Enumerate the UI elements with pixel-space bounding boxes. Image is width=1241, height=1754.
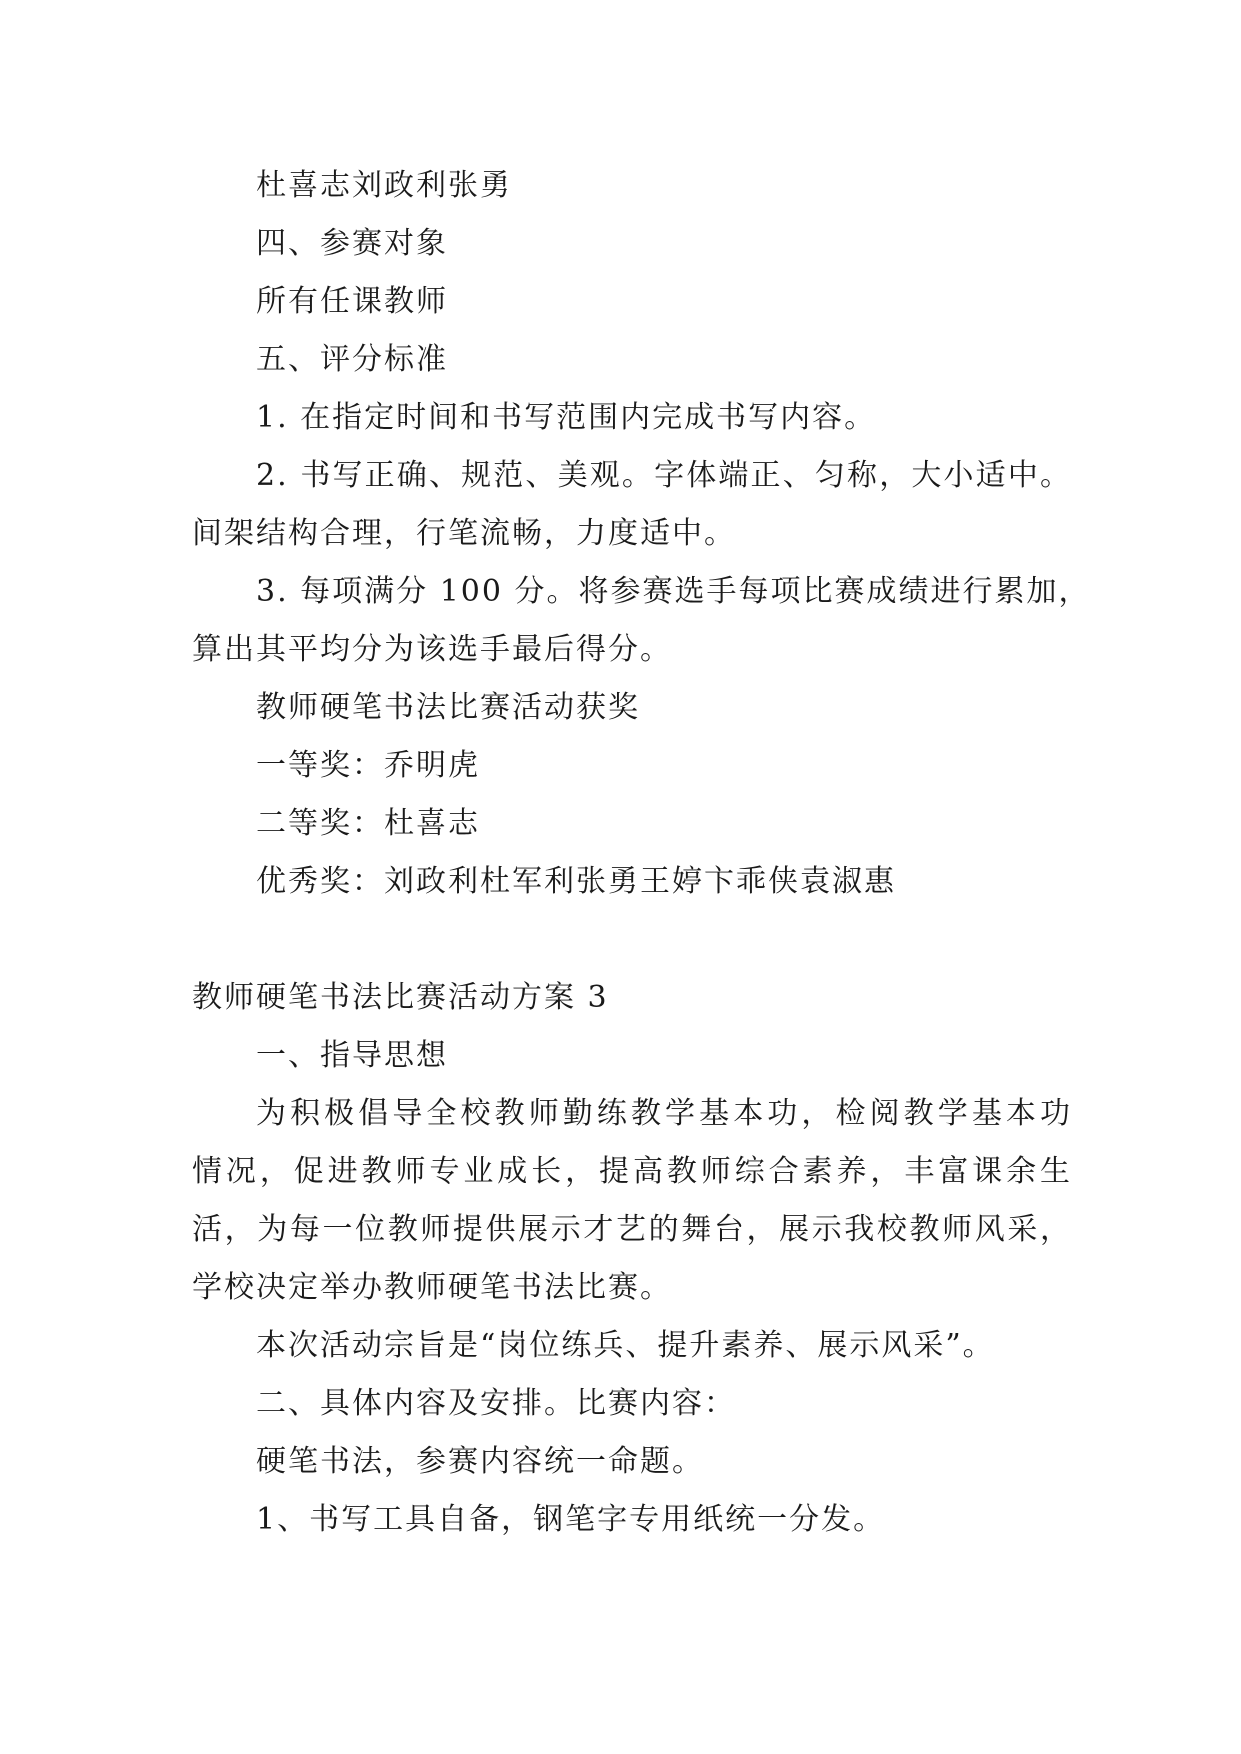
- text-line: 所有任课教师: [256, 284, 448, 319]
- text-line: 教师硬笔书法比赛活动获奖: [256, 690, 640, 725]
- text-line: 本次活动宗旨是“岗位练兵、提升素养、展示风采”。: [256, 1328, 995, 1363]
- text-line: 为积极倡导全校教师勤练教学基本功，检阅教学基本功: [256, 1096, 1072, 1131]
- text-line: 1. 在指定时间和书写范围内完成书写内容。: [256, 400, 877, 435]
- text-line: 情况，促进教师专业成长，提高教师综合素养，丰富课余生: [192, 1154, 1072, 1189]
- award-line: 二等奖：杜喜志: [256, 806, 480, 841]
- award-line: 优秀奖：刘政利杜军利张勇王婷卞乖侠袁淑惠: [256, 864, 896, 899]
- text-line: 算出其平均分为该选手最后得分。: [192, 632, 672, 667]
- text-line: 学校决定举办教师硬笔书法比赛。: [192, 1270, 672, 1305]
- section-heading: 二、具体内容及安排。比赛内容：: [256, 1386, 736, 1421]
- document-title: 教师硬笔书法比赛活动方案 3: [192, 980, 609, 1015]
- text-line: 间架结构合理，行笔流畅，力度适中。: [192, 516, 736, 551]
- text-line: 2. 书写正确、规范、美观。字体端正、匀称，大小适中。: [256, 458, 1072, 493]
- award-line: 一等奖：乔明虎: [256, 748, 480, 783]
- section-heading: 四、参赛对象: [256, 226, 448, 261]
- section-heading: 一、指导思想: [256, 1038, 448, 1073]
- text-line: 3. 每项满分 100 分。将参赛选手每项比赛成绩进行累加，: [256, 574, 1091, 609]
- section-heading: 五、评分标准: [256, 342, 448, 377]
- text-line: 1、书写工具自备，钢笔字专用纸统一分发。: [256, 1502, 886, 1537]
- text-line: 硬笔书法，参赛内容统一命题。: [256, 1444, 704, 1479]
- text-line: 活，为每一位教师提供展示才艺的舞台，展示我校教师风采，: [192, 1212, 1072, 1247]
- text-line: 杜喜志刘政利张勇: [256, 168, 512, 203]
